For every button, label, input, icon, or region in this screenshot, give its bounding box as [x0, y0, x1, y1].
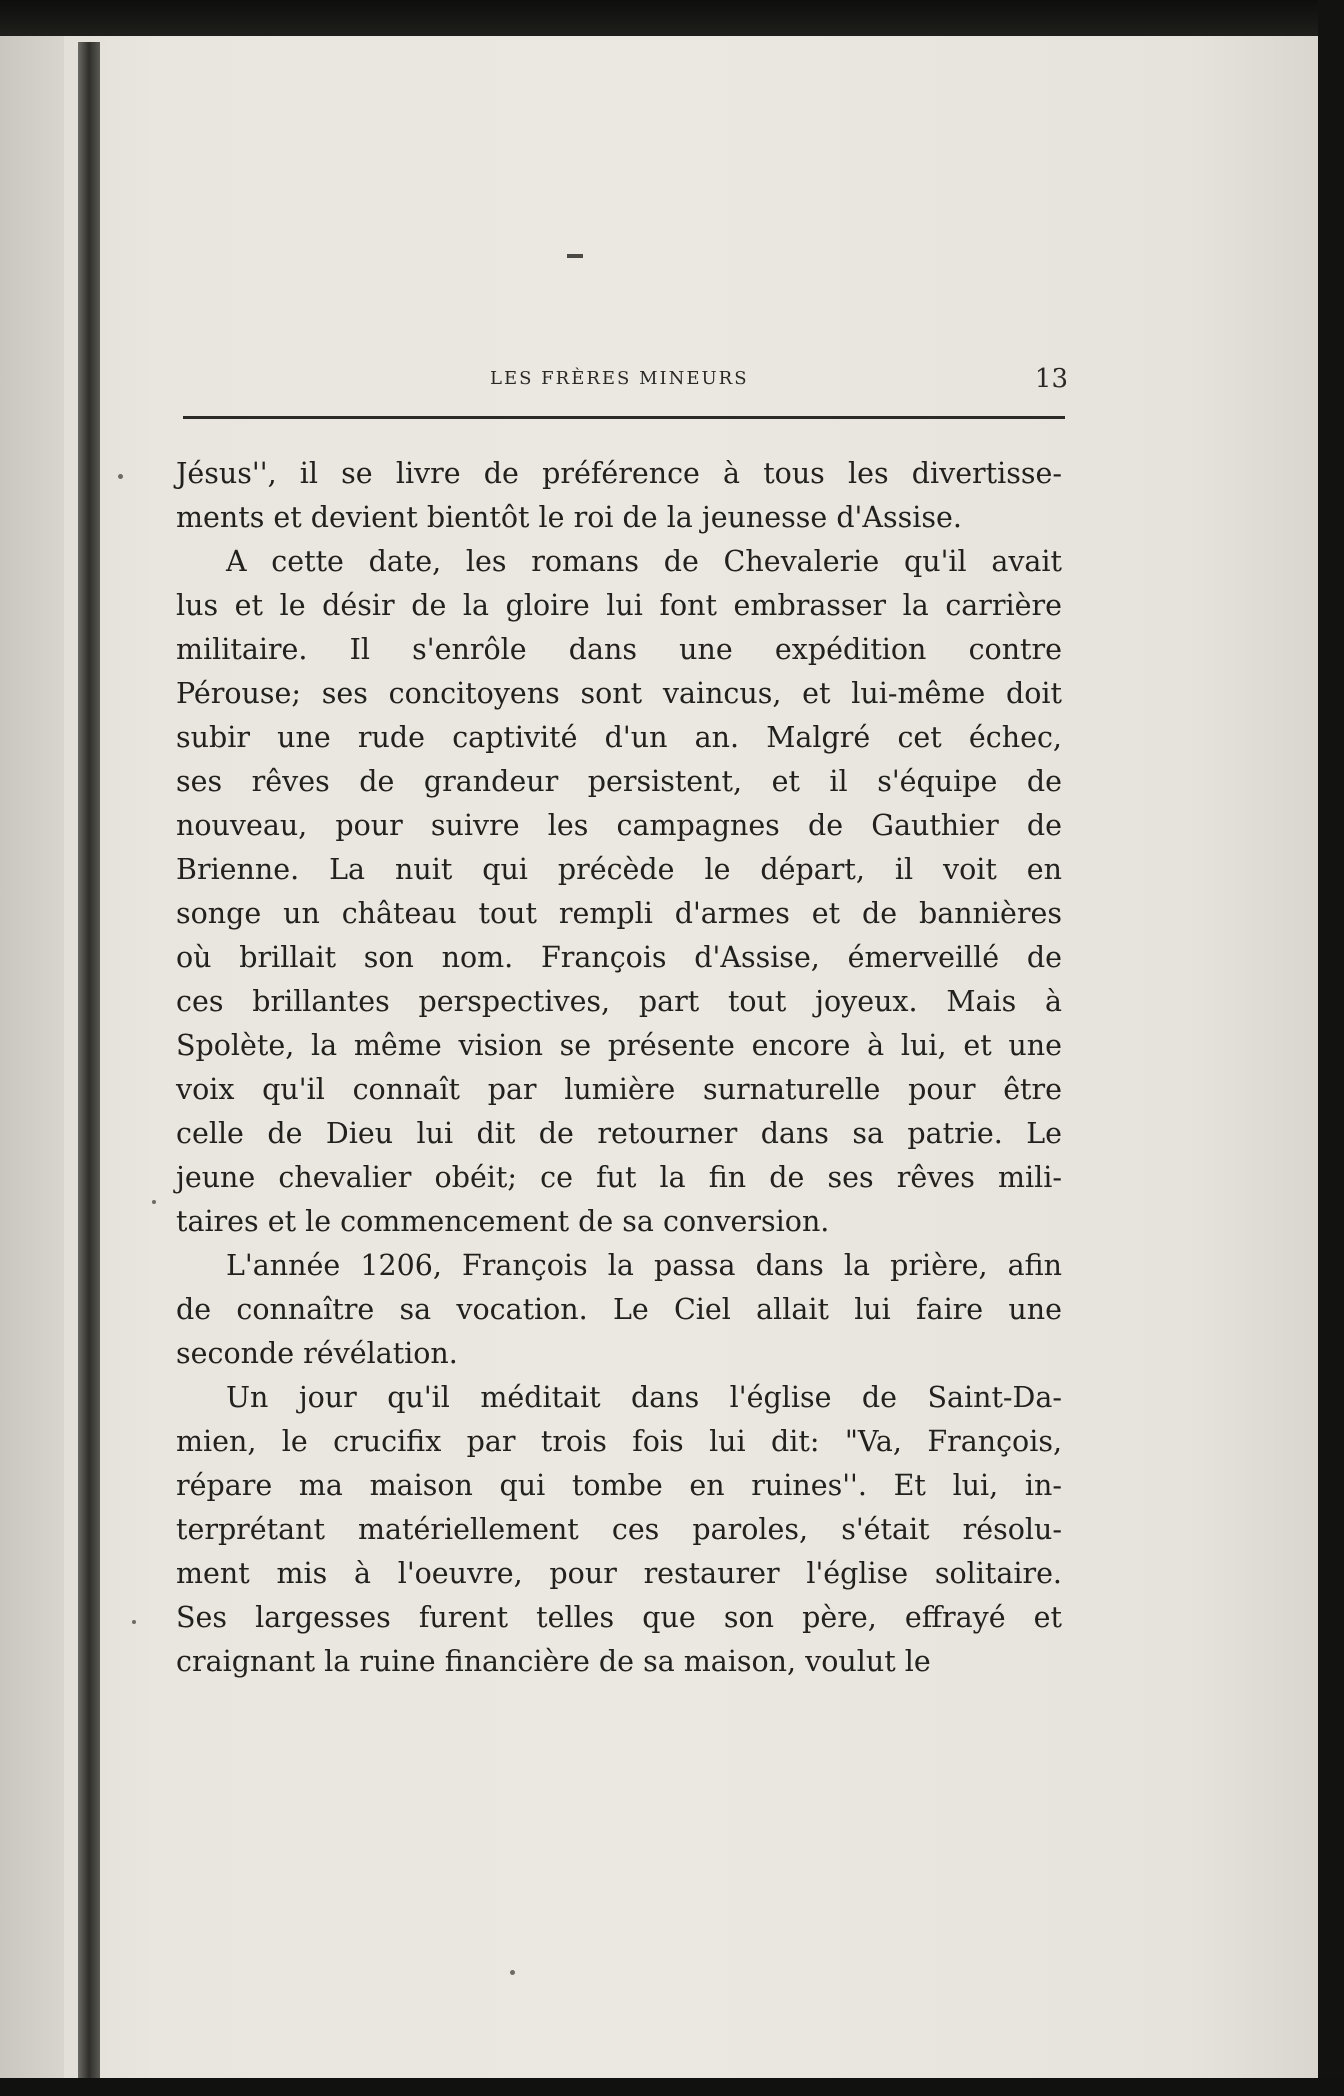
- text-line: ces brillantes perspectives, part tout joyeux. Mais à: [176, 985, 1062, 1018]
- text-line: seconde révélation.: [176, 1337, 458, 1370]
- text-line: taires et le commencement de sa conversion.: [176, 1205, 830, 1238]
- text-line: Brienne. La nuit qui précède le départ, il voit en: [176, 853, 1062, 886]
- dust-speck: [152, 1200, 156, 1204]
- text-line: ment mis à l'oeuvre, pour restaurer l'église solitaire.: [176, 1557, 1062, 1590]
- page-number: 13: [1034, 364, 1068, 394]
- text-line: Un jour qu'il méditait dans l'église de Saint-Da-: [226, 1381, 1062, 1414]
- text-line: de connaître sa vocation. Le Ciel allait lui faire une: [176, 1293, 1062, 1326]
- text-line: nouveau, pour suivre les campagnes de Gauthier de: [176, 809, 1062, 842]
- text-line: ses rêves de grandeur persistent, et il s'équipe de: [176, 765, 1062, 798]
- film-right-border: [1318, 0, 1344, 2096]
- dust-speck: [132, 1620, 136, 1624]
- header-rule: [183, 416, 1065, 419]
- text-line: songe un château tout rempli d'armes et de bannières: [176, 897, 1062, 930]
- paragraph: [176, 1376, 1062, 1684]
- text-line: A cette date, les romans de Chevalerie qu'il avait: [226, 545, 1062, 578]
- text-line: jeune chevalier obéit; ce fut la fin de ses rêves mili-: [176, 1161, 1062, 1194]
- text-line: subir une rude captivité d'un an. Malgré cet échec,: [176, 721, 1062, 754]
- running-title: LES FRÈRES MINEURS: [490, 368, 749, 389]
- text-line: terprétant matériellement ces paroles, s'était résolu-: [176, 1513, 1062, 1546]
- text-line: répare ma maison qui tombe en ruines''. Et lui, in-: [176, 1469, 1062, 1502]
- dust-speck: [510, 1970, 515, 1975]
- text-line: voix qu'il connaît par lumière surnaturelle pour être: [176, 1073, 1062, 1106]
- text-line: Ses largesses furent telles que son père, effrayé et: [176, 1601, 1062, 1634]
- print-mark: [567, 254, 583, 258]
- text-line: Spolète, la même vision se présente encore à lui, et une: [176, 1029, 1062, 1062]
- paragraph: [176, 452, 1062, 540]
- running-head: [180, 362, 1070, 402]
- binding-shadow: [78, 42, 100, 2082]
- text-line: craignant la ruine financière de sa maison, voulut le: [176, 1645, 931, 1678]
- text-line: ments et devient bientôt le roi de la jeunesse d'Assise.: [176, 501, 962, 534]
- paragraph: [176, 540, 1062, 1244]
- text-line: lus et le désir de la gloire lui font embrasser la carrière: [176, 589, 1062, 622]
- text-line: Pérouse; ses concitoyens sont vaincus, et lui-même doit: [176, 677, 1062, 710]
- text-line: celle de Dieu lui dit de retourner dans sa patrie. Le: [176, 1117, 1062, 1150]
- text-line: L'année 1206, François la passa dans la prière, afin: [226, 1249, 1062, 1282]
- dust-speck: [118, 474, 123, 479]
- text-line: Jésus'', il se livre de préférence à tous les divertisse-: [176, 457, 1062, 490]
- text-line: où brillait son nom. François d'Assise, émerveillé de: [176, 941, 1062, 974]
- body-text: [176, 452, 1062, 1684]
- page-gutter: [0, 36, 64, 2082]
- paragraph: [176, 1244, 1062, 1376]
- film-bottom-border: [0, 2078, 1344, 2096]
- text-line: mien, le crucifix par trois fois lui dit: "Va, François,: [176, 1425, 1062, 1458]
- text-line: militaire. Il s'enrôle dans une expédition contre: [176, 633, 1062, 666]
